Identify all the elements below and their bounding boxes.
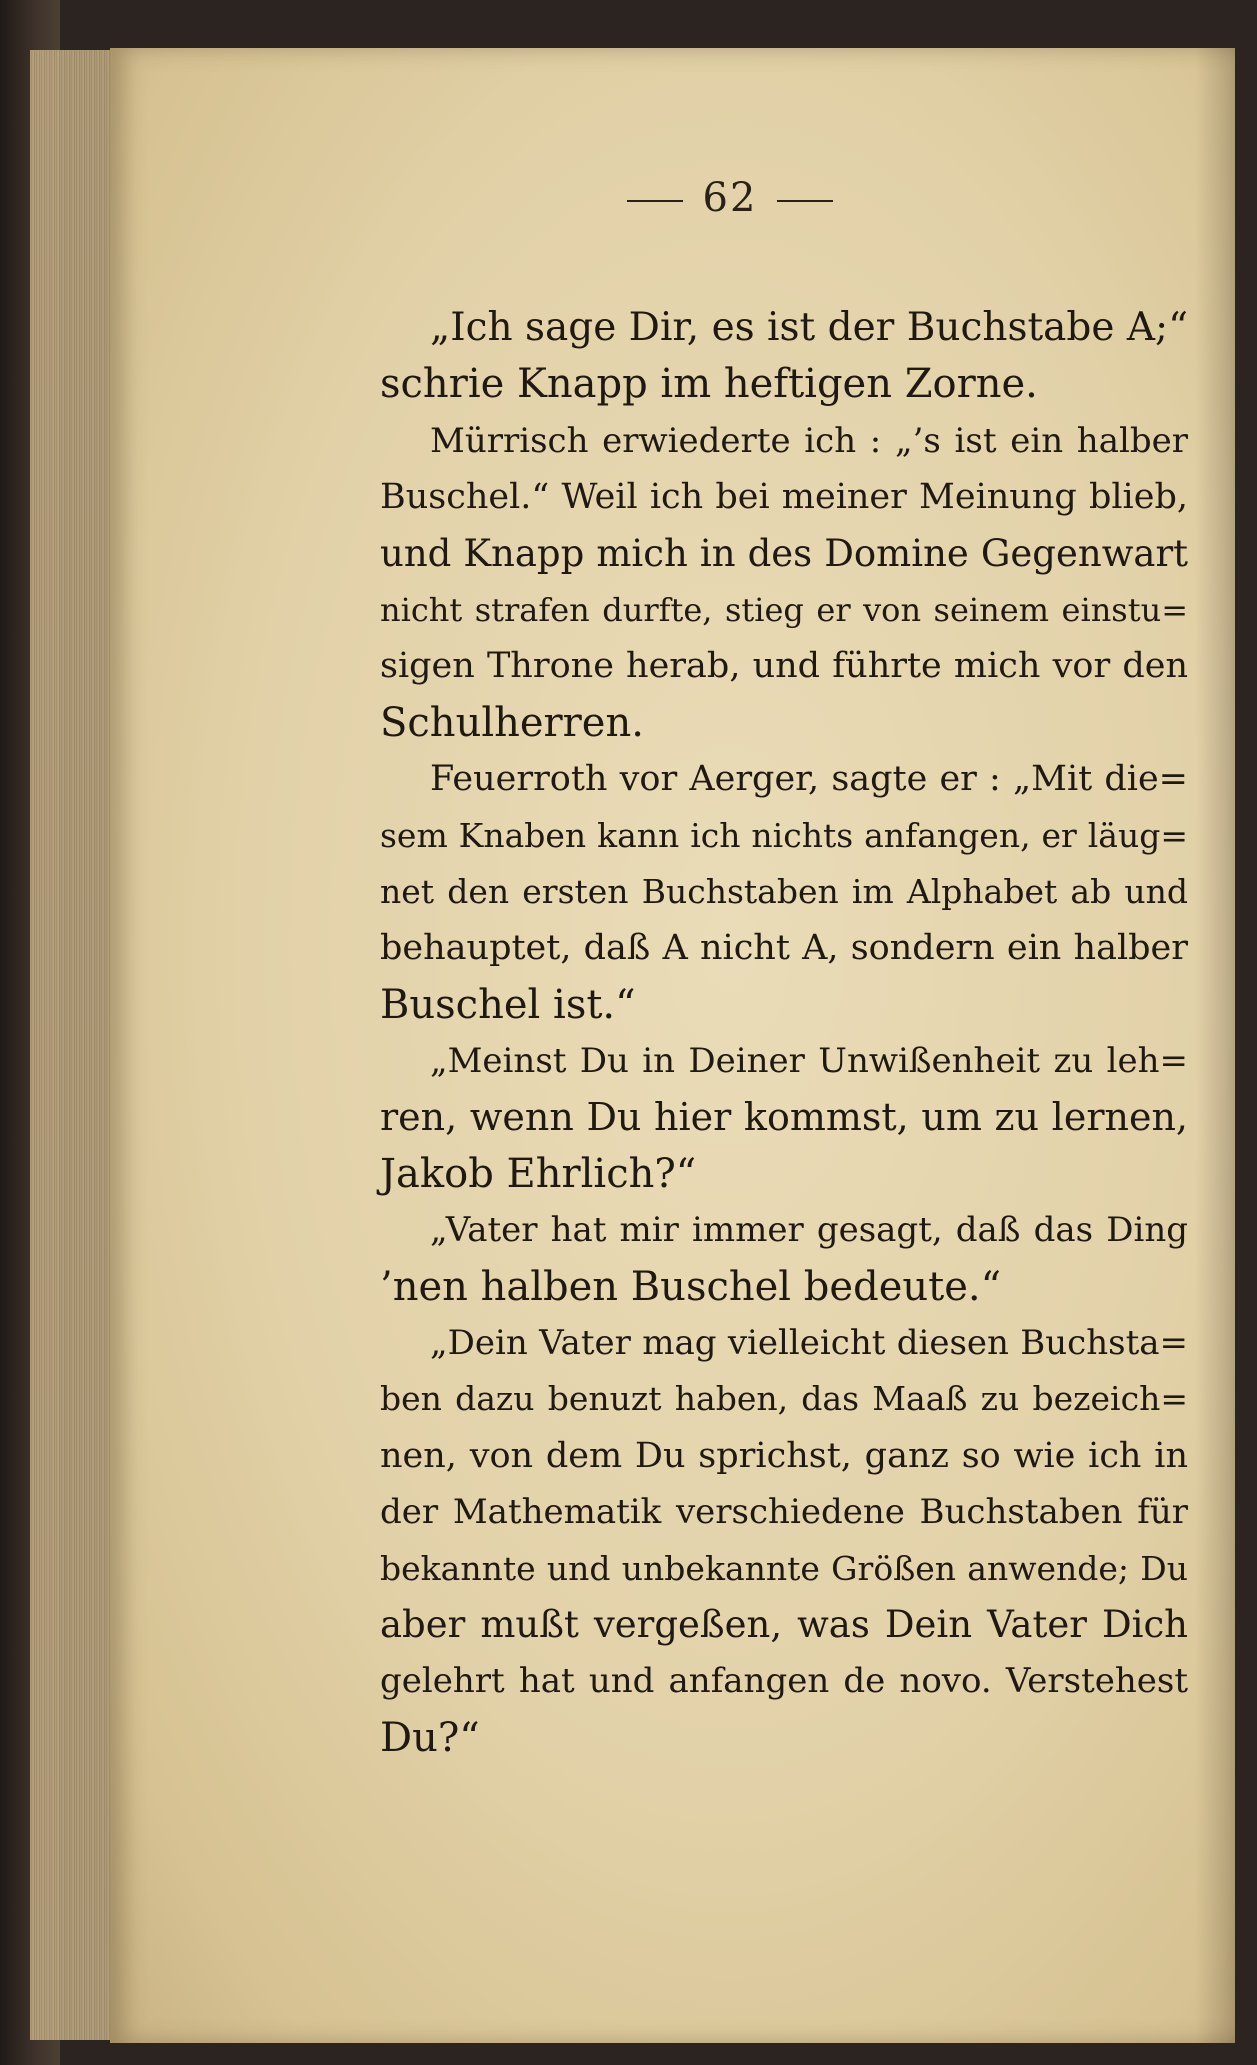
text-line: nen, von dem Du sprichst, ganz so wie ich in bbox=[380, 1435, 1188, 1476]
text-line: bekannte und unbekannte Größen anwende; Du bbox=[380, 1548, 1188, 1588]
text-line: „Vater hat mir immer gesagt, daß das Ding bbox=[430, 1210, 1188, 1251]
text-line: ’nen halben Buschel bedeute.“ bbox=[380, 1263, 1002, 1310]
text-line: aber mußt vergeßen, was Dein Vater Dich bbox=[380, 1602, 1188, 1646]
text-line: sem Knaben kann ich nichts anfangen, er läug= bbox=[380, 815, 1188, 855]
text-line: und Knapp mich in des Domine Gegenwart bbox=[380, 531, 1188, 575]
text-line: der Mathematik verschiedene Buchstaben für bbox=[380, 1492, 1188, 1533]
text-line: gelehrt hat und anfangen de novo. Verstehest bbox=[380, 1661, 1188, 1702]
text-line: behauptet, daß A nicht A, sondern ein halber bbox=[380, 928, 1188, 969]
text-line: Du?“ bbox=[380, 1714, 480, 1761]
text-line: ren, wenn Du hier kommst, um zu lernen, bbox=[380, 1095, 1188, 1140]
text-line: schrie Knapp im heftigen Zorne. bbox=[380, 361, 1038, 408]
text-line: „Dein Vater mag vielleicht diesen Buchsta= bbox=[430, 1323, 1188, 1364]
text-line: Schulherren. bbox=[380, 699, 644, 746]
text-line: ben dazu benuzt haben, das Maaß zu bezeich= bbox=[380, 1379, 1188, 1419]
page-number-dash-left bbox=[627, 200, 683, 202]
text-line: Jakob Ehrlich?“ bbox=[380, 1150, 697, 1197]
page-number-value: 62 bbox=[702, 175, 758, 221]
text-line: nicht strafen durfte, stieg er von seinem einstu= bbox=[380, 590, 1188, 629]
text-line: Buschel ist.“ bbox=[380, 981, 636, 1028]
text-line: net den ersten Buchstaben im Alphabet ab und bbox=[380, 871, 1188, 911]
body-text bbox=[380, 300, 1188, 1766]
page-number bbox=[560, 175, 900, 221]
text-line: Buschel.“ Weil ich bei meiner Meinung blieb, bbox=[380, 477, 1188, 518]
text-line: sigen Throne herab, und führte mich vor den bbox=[380, 646, 1188, 687]
text-line: „Ich sage Dir, es ist der Buchstabe A;“ bbox=[430, 305, 1189, 350]
text-line: Mürrisch erwiederte ich : „’s ist ein halber bbox=[430, 420, 1188, 461]
text-line: „Meinst Du in Deiner Unwißenheit zu leh= bbox=[430, 1041, 1188, 1082]
text-line: Feuerroth vor Aerger, sagte er : „Mit die= bbox=[430, 759, 1188, 800]
page-number-dash-right bbox=[777, 200, 833, 202]
